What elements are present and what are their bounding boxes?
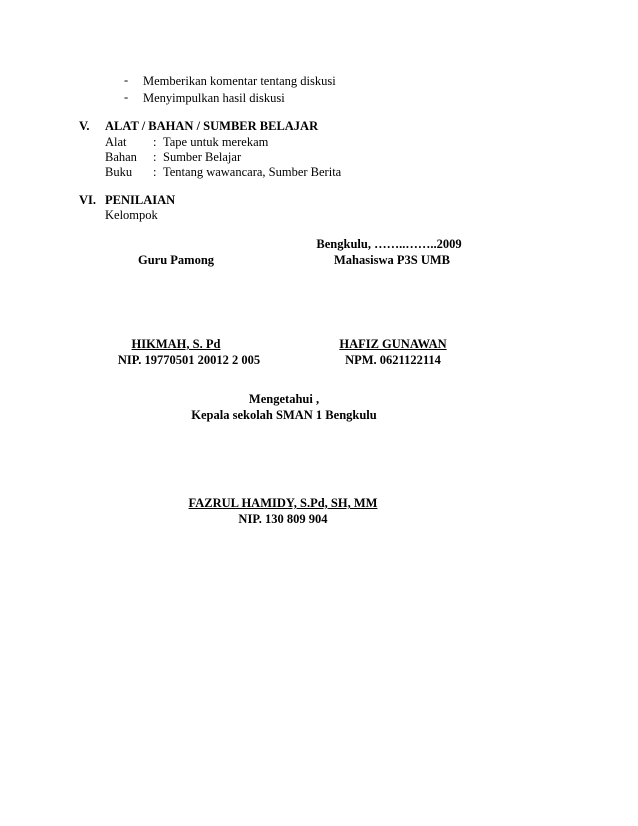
bullet-dash: -: [124, 90, 129, 104]
row-value: Tentang wawancara, Sumber Berita: [163, 165, 342, 179]
right-signatory-id: NPM. 0621122114: [345, 353, 441, 367]
approval-label: Mengetahui ,: [248, 392, 320, 406]
bullet-dash: -: [124, 73, 129, 87]
approval-role: Kepala sekolah SMAN 1 Bengkulu: [191, 408, 377, 422]
section-v-heading: ALAT / BAHAN / SUMBER BELAJAR: [105, 119, 319, 133]
section-v-number: V.: [79, 119, 90, 133]
head-signatory-id: NIP. 130 809 904: [238, 512, 328, 526]
row-value: Sumber Belajar: [163, 150, 242, 164]
bullet-text: Memberikan komentar tentang diskusi: [143, 74, 336, 88]
row-label: Bahan: [105, 150, 137, 164]
place-date: Bengkulu, ……..……..2009: [316, 237, 462, 251]
row-colon: :: [153, 165, 157, 179]
left-role: Guru Pamong: [137, 253, 215, 267]
head-signatory-name: FAZRUL HAMIDY, S.Pd, SH, MM: [188, 496, 378, 510]
left-signatory-name: HIKMAH, S. Pd: [131, 337, 221, 351]
right-signatory-name: HAFIZ GUNAWAN: [339, 337, 447, 351]
section-vi-number: VI.: [79, 193, 97, 207]
row-value: Tape untuk merekam: [163, 135, 269, 149]
row-colon: :: [153, 150, 157, 164]
left-signatory-id: NIP. 19770501 20012 2 005: [117, 353, 261, 367]
row-label: Buku: [105, 165, 133, 179]
right-role: Mahasiswa P3S UMB: [334, 253, 450, 267]
bullet-text: Menyimpulkan hasil diskusi: [143, 91, 285, 105]
section-vi-heading: PENILAIAN: [105, 193, 176, 207]
row-label: Alat: [105, 135, 127, 149]
row-colon: :: [153, 135, 157, 149]
section-vi-subtext: Kelompok: [105, 208, 158, 222]
